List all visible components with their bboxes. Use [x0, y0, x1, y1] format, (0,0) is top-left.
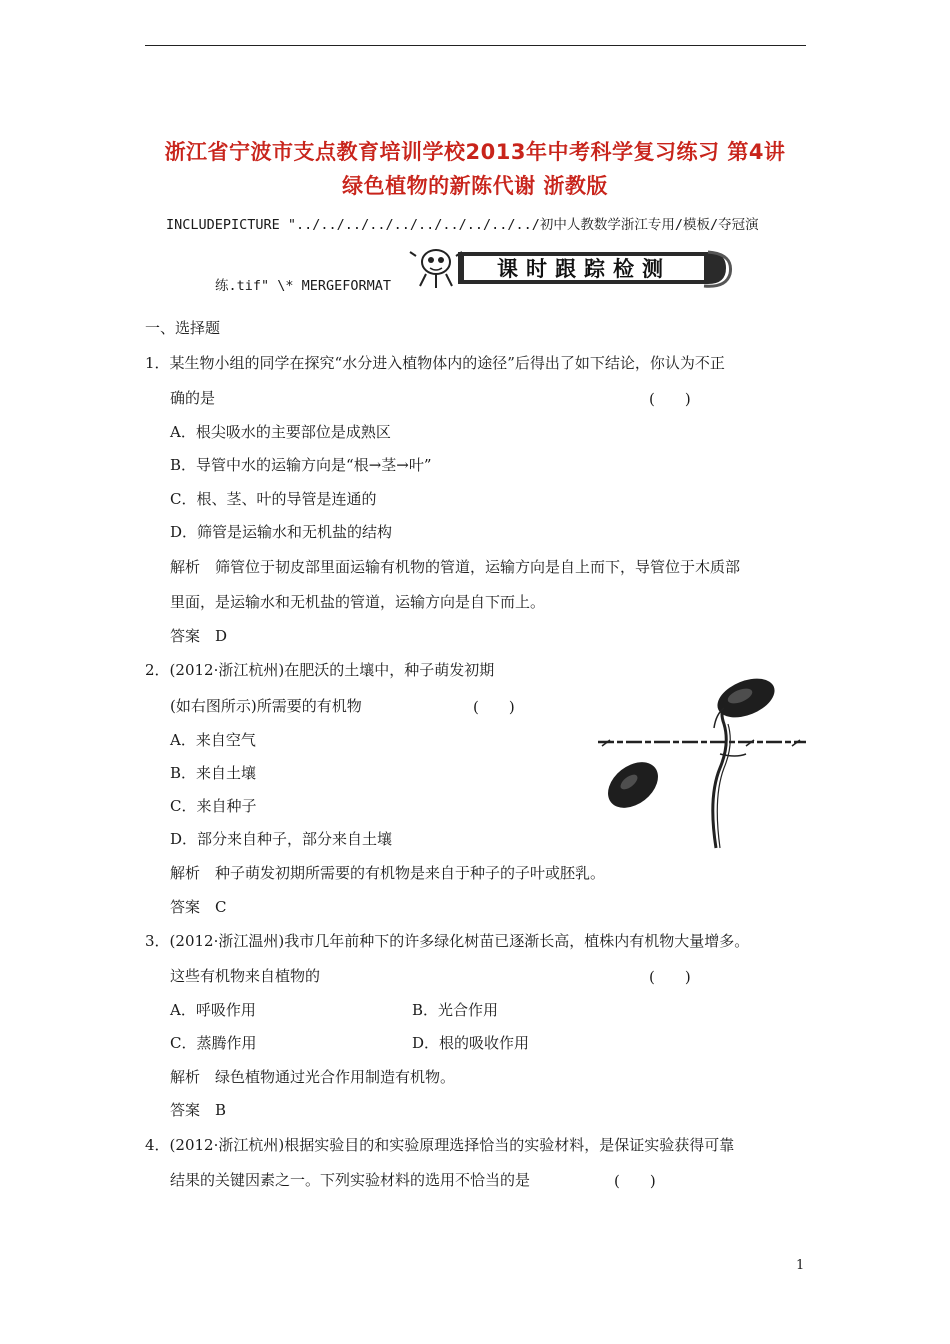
banner-title: 课时跟踪检测 — [497, 257, 671, 281]
q2-option-c: C．来自种子 — [170, 797, 257, 815]
include-field-line2: 练.tif" \* MERGEFORMAT — [215, 278, 392, 294]
q2-option-a: A．来自空气 — [170, 731, 256, 749]
q4-stem-line2: 结果的关键因素之一。下列实验材料的选用不恰当的是 — [170, 1171, 531, 1189]
q2-stem-line2: (如右图所示)所需要的有机物 — [170, 697, 362, 715]
q3-answer: 答案 B — [170, 1101, 227, 1119]
q1-answer: 答案 D — [170, 627, 228, 645]
mascot-icon — [410, 250, 462, 288]
q4-answer-bracket: ( ) — [614, 1172, 656, 1190]
q4-stem-line1: 4．(2012·浙江杭州)根据实验目的和实验原理选择恰当的实验材料，是保证实验获得可靠 — [145, 1136, 735, 1154]
q1-answer-bracket: ( ) — [649, 390, 691, 408]
q1-analysis-line1: 解析 筛管位于韧皮部里面运输有机物的管道，运输方向是自上而下，导管位于木质部 — [170, 558, 741, 576]
include-field-line1: INCLUDEPICTURE "../../../../../../../../../../初中人教数学浙江专用/模板/夺冠演 — [166, 217, 759, 233]
q2-analysis: 解析 种子萌发初期所需要的有机物是来自于种子的子叶或胚乳。 — [170, 864, 606, 882]
q1-option-c: C．根、茎、叶的导管是连通的 — [170, 490, 377, 508]
q1-stem-line2: 确的是 — [170, 389, 216, 407]
q2-answer: 答案 C — [170, 898, 227, 916]
q3-option-d: D．根的吸收作用 — [412, 1034, 530, 1052]
q1-option-b: B．导管中水的运输方向是“根→茎→叶” — [170, 456, 432, 474]
banner-image — [408, 244, 734, 290]
q3-analysis: 解析 绿色植物通过光合作用制造有机物。 — [170, 1068, 456, 1086]
q3-option-c: C．蒸腾作用 — [170, 1034, 257, 1052]
q2-option-d: D．部分来自种子，部分来自土壤 — [170, 830, 393, 848]
q3-stem-line2: 这些有机物来自植物的 — [170, 967, 321, 985]
q3-stem-line1: 3．(2012·浙江温州)我市几年前种下的许多绿化树苗已逐渐长高，植株内有机物大量增多。 — [145, 932, 750, 950]
q1-analysis-line2: 里面，是运输水和无机盐的管道，运输方向是自下而上。 — [170, 593, 546, 611]
seedling-illustration — [596, 672, 806, 850]
header-rule — [145, 45, 806, 46]
q2-option-b: B．来自土壤 — [170, 764, 257, 782]
q3-answer-bracket: ( ) — [649, 968, 691, 986]
document-title-line2: 绿色植物的新陈代谢 浙教版 — [342, 174, 608, 198]
q1-option-d: D．筛管是运输水和无机盐的结构 — [170, 523, 393, 541]
document-title-line1: 浙江省宁波市支点教育培训学校2013年中考科学复习练习 第4讲 — [164, 140, 786, 164]
q2-answer-bracket: ( ) — [473, 698, 515, 716]
page-number: 1 — [796, 1258, 805, 1273]
q1-stem-line1: 1．某生物小组的同学在探究“水分进入植物体内的途径”后得出了如下结论，你认为不正 — [145, 354, 725, 372]
q2-stem-line1: 2．(2012·浙江杭州)在肥沃的土壤中，种子萌发初期 — [145, 661, 495, 679]
section-heading: 一、选择题 — [145, 319, 221, 337]
q3-option-a: A．呼吸作用 — [170, 1001, 256, 1019]
q3-option-b: B．光合作用 — [412, 1001, 499, 1019]
q1-option-a: A．根尖吸水的主要部位是成熟区 — [170, 423, 391, 441]
